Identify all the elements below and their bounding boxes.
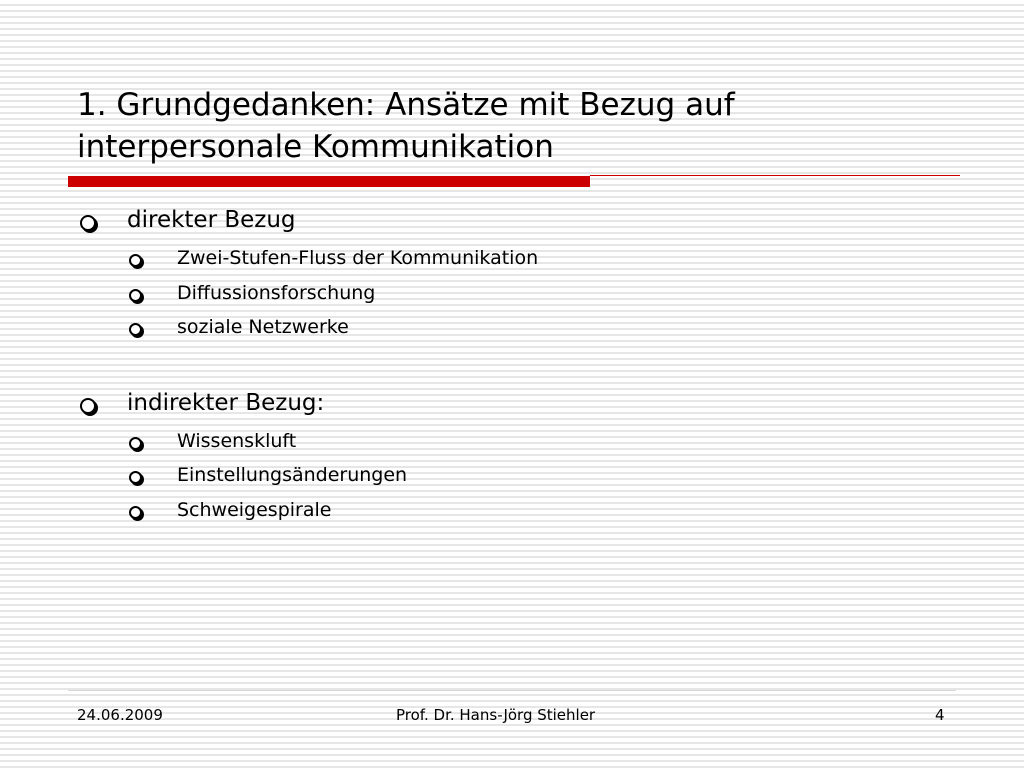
footer-author: Prof. Dr. Hans-Jörg Stiehler [396, 706, 596, 724]
title-line-2: interpersonale Kommunikation [77, 129, 554, 165]
footer-page-number: 4 [935, 706, 945, 724]
list-item-label: Diffussionsforschung [177, 282, 376, 304]
list-item-label: soziale Netzwerke [177, 316, 349, 338]
list-item-label: Wissenskluft [177, 430, 297, 452]
slide-title [77, 84, 957, 168]
list-item-label: Einstellungsänderungen [177, 464, 408, 486]
hollow-circle-bullet-icon [80, 215, 96, 231]
section-heading-label: indirekter Bezug: [127, 390, 325, 416]
section-heading-label: direkter Bezug [127, 207, 296, 233]
hollow-circle-bullet-icon [80, 398, 96, 414]
hollow-circle-bullet-icon [129, 289, 142, 302]
hollow-circle-bullet-icon [129, 254, 142, 267]
hollow-circle-bullet-icon [129, 323, 142, 336]
list-item-label: Schweigespirale [177, 499, 332, 521]
footer-rule [68, 690, 956, 691]
title-line-1: 1. Grundgedanken: Ansätze mit Bezug auf [77, 87, 735, 123]
list-item-label: Zwei-Stufen-Fluss der Kommunikation [177, 247, 539, 269]
hollow-circle-bullet-icon [129, 437, 142, 450]
title-rule-thin [590, 175, 960, 176]
hollow-circle-bullet-icon [129, 471, 142, 484]
title-rule-thick [68, 176, 590, 187]
footer-date: 24.06.2009 [77, 706, 163, 724]
hollow-circle-bullet-icon [129, 506, 142, 519]
